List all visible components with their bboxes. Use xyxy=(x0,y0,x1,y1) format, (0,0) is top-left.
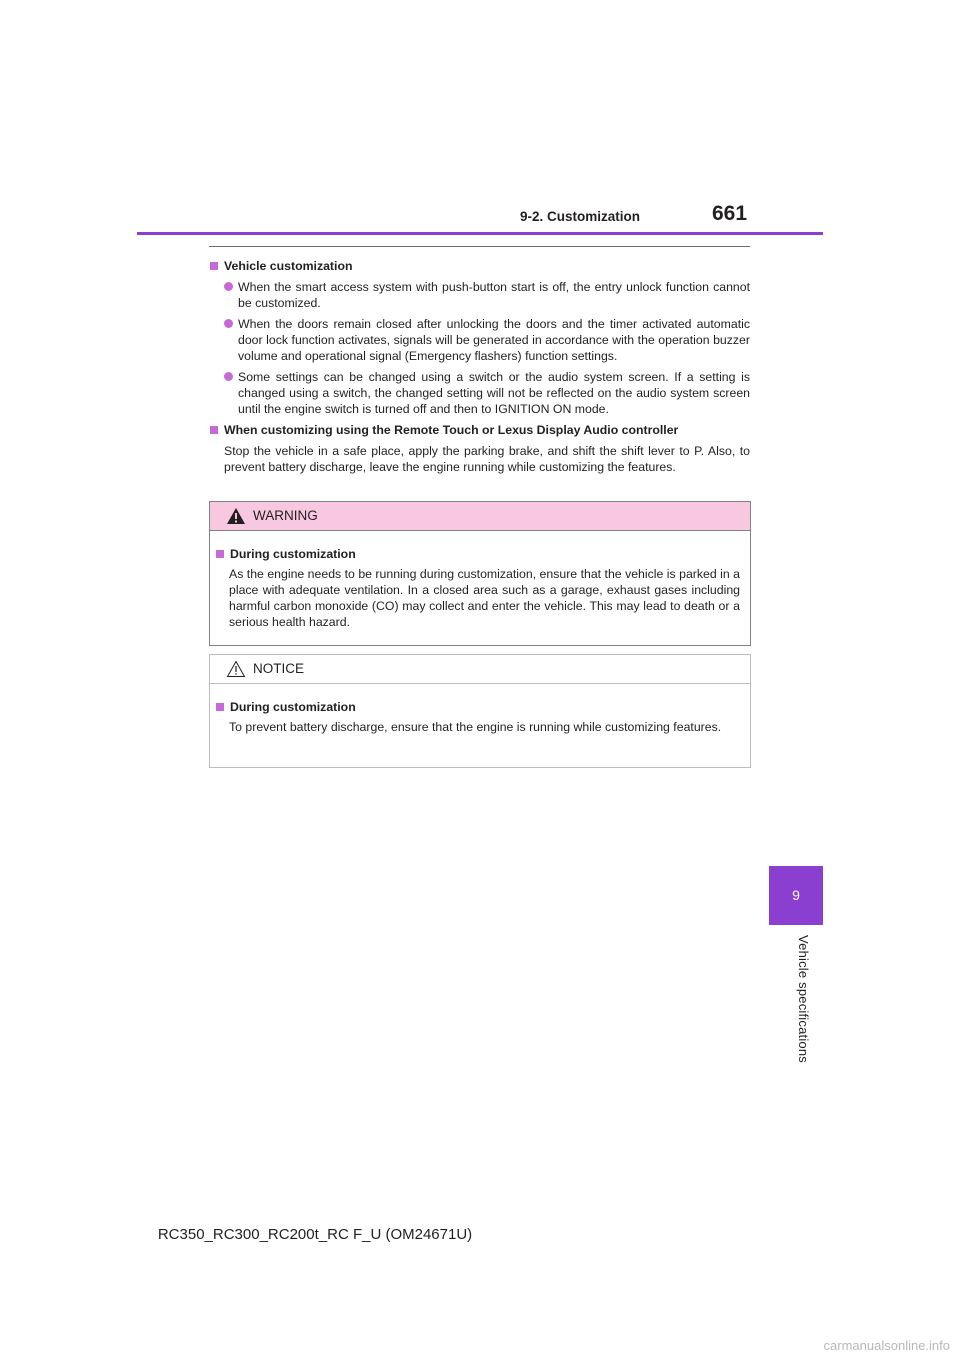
notice-text: To prevent battery discharge, ensure that the engine is running while customizing features. xyxy=(229,720,722,734)
square-bullet-icon xyxy=(210,426,218,434)
notice-title: NOTICE xyxy=(253,661,305,676)
header-rule xyxy=(137,232,823,235)
square-bullet-icon xyxy=(216,703,224,711)
warning-box xyxy=(209,501,751,646)
content-rule xyxy=(209,246,750,247)
round-bullet-icon xyxy=(224,282,233,291)
round-bullet-icon xyxy=(224,319,233,328)
list-item: When the smart access system with push-button start is off, the entry unlock function cannot be customized. xyxy=(210,279,750,311)
warning-title: WARNING xyxy=(253,508,318,523)
square-bullet-icon xyxy=(216,550,224,558)
remote-touch-text: Stop the vehicle in a safe place, apply the parking brake, and shift the shift lever to P. Also, to prevent battery discharge, leave the engine running while customizing the features. xyxy=(224,444,750,474)
vehicle-customization-heading: Vehicle customization xyxy=(210,258,750,274)
list-item: When the doors remain closed after unlocking the doors and the timer activated automatic door lock function activates, signals will be generated in accordance with the operation buzzer volume and operational signal (Emergency flashers) function settings. xyxy=(210,316,750,364)
chapter-tab: 9 xyxy=(769,866,823,925)
round-bullet-icon xyxy=(224,372,233,381)
watermark: carmanualsonline.info xyxy=(823,1338,950,1353)
warning-text: As the engine needs to be running during customization, ensure that the vehicle is parked in a place with adequate ventilation. In a closed area such as a garage, exhaust gases including harmful carbon monoxide (CO) may collect and enter the vehicle. This may lead to death or a serious health hazard. xyxy=(229,567,740,629)
notice-heading: During customization xyxy=(216,699,740,715)
footer-model: RC350_RC300_RC200t_RC F_U (OM24671U) xyxy=(157,1226,473,1243)
notice-box xyxy=(209,654,751,768)
remote-touch-heading: When customizing using the Remote Touch or Lexus Display Audio controller xyxy=(210,422,750,438)
notice-triangle-icon xyxy=(226,660,246,678)
list-item: Some settings can be changed using a switch or the audio system screen. If a setting is changed using a switch, the changed setting will not be reflected on the audio system screen until the engine switch is turned off and then to IGNITION ON mode. xyxy=(210,369,750,417)
warning-triangle-icon xyxy=(226,507,246,525)
notice-header xyxy=(210,655,750,684)
warning-heading: During customization xyxy=(216,546,740,562)
square-bullet-icon xyxy=(210,262,218,270)
page-number: 661 xyxy=(712,202,748,225)
chapter-label: Vehicle specifications xyxy=(796,935,811,1063)
main-content xyxy=(210,258,750,485)
section-title: 9-2. Customization xyxy=(520,209,641,224)
warning-header xyxy=(210,502,750,531)
